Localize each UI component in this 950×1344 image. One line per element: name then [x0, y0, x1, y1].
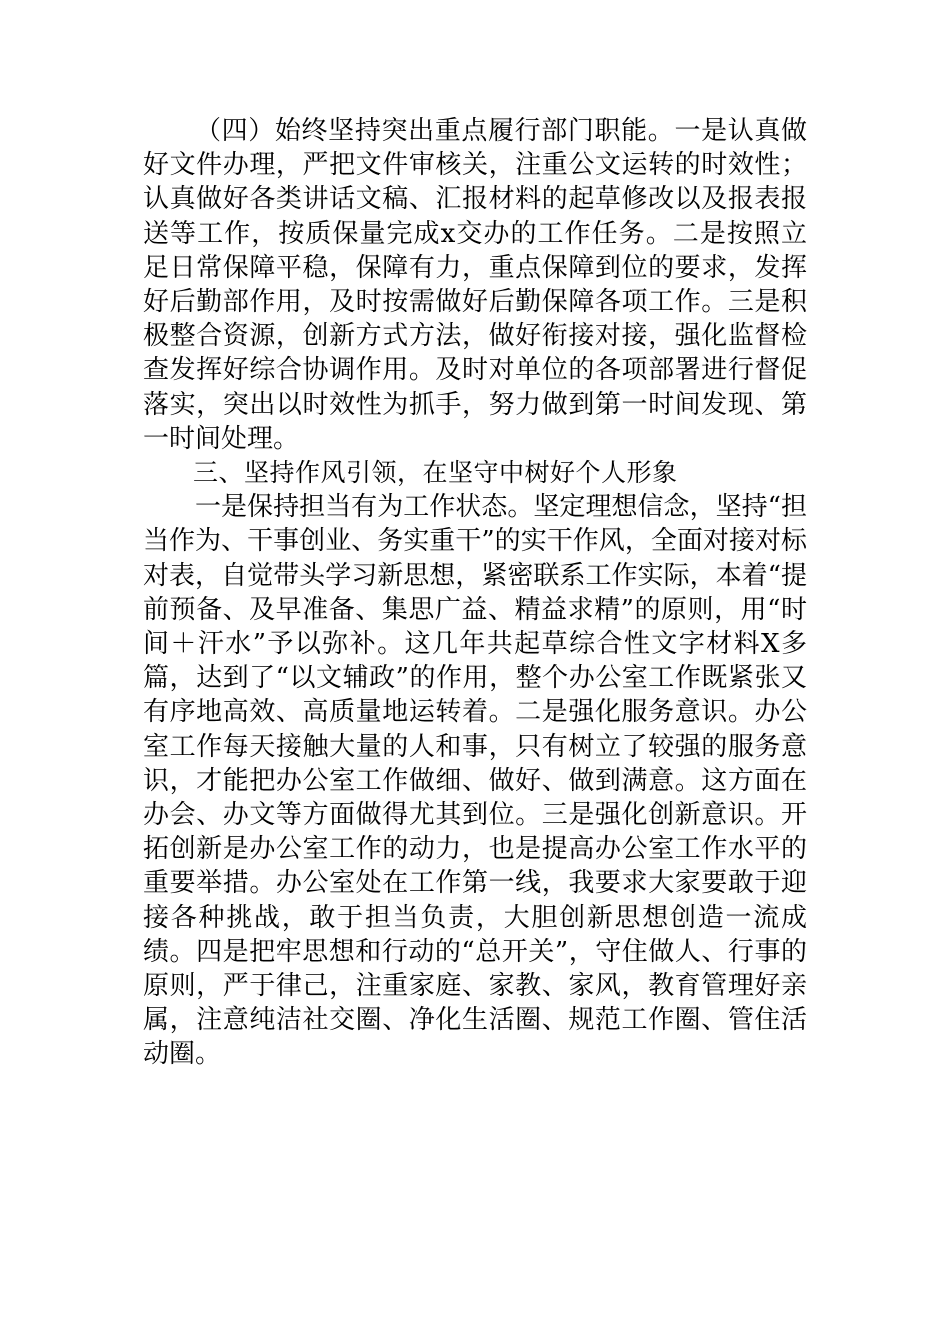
paragraph-work-style: 一是保持担当有为工作状态。坚定理想信念，坚持“担当作为、干事创业、务实重干”的实干作风，全面对接对标对表，自觉带头学习新思想，紧密联系工作实际，本着“提前预备、及早准备、集思广益、精益求精”的原则，用“时间＋汗水”予以弥补。这几年共起草综合性文字材料X多篇，达到了“以文辅政”的作用，整个办公室工作既紧张又有序地高效、高质量地运转着。二是强化服务意识。办公室工作每天接触大量的人和事，只有树立了较强的服务意识，才能把办公室工作做细、做好、做到满意。这方面在办会、办文等方面做得尤其到位。三是强化创新意识。开拓创新是办公室工作的动力，也是提高办公室工作水平的重要举措。办公室处在工作第一线，我要求大家要敢于迎接各种挑战，敢于担当负责，大胆创新思想创造一流成绩。四是把牢思想和行动的“总开关”，守住做人、行事的原则，严于律己，注重家庭、家教、家风，教育管理好亲属，注意纯洁社交圈、净化生活圈、规范工作圈、管住活动圈。	[143, 492, 807, 1070]
document-body	[143, 114, 807, 1072]
section-heading-3: 三、坚持作风引领，在坚守中树好个人形象	[193, 458, 678, 488]
paragraph-duties: （四）始终坚持突出重点履行部门职能。一是认真做好文件办理，严把文件审核关，注重公文运转的时效性；认真做好各类讲话文稿、汇报材料的起草修改以及报表报送等工作，按质保量完成x交办的工作任务。二是按照立足日常保障平稳，保障有力，重点保障到位的要求，发挥好后勤部作用，及时按需做好后勤保障各项工作。三是积极整合资源，创新方式方法，做好衔接对接，强化监督检查发挥好综合协调作用。及时对单位的各项部署进行督促落实，突出以时效性为抓手，努力做到第一时间发现、第一时间处理。	[143, 116, 807, 454]
